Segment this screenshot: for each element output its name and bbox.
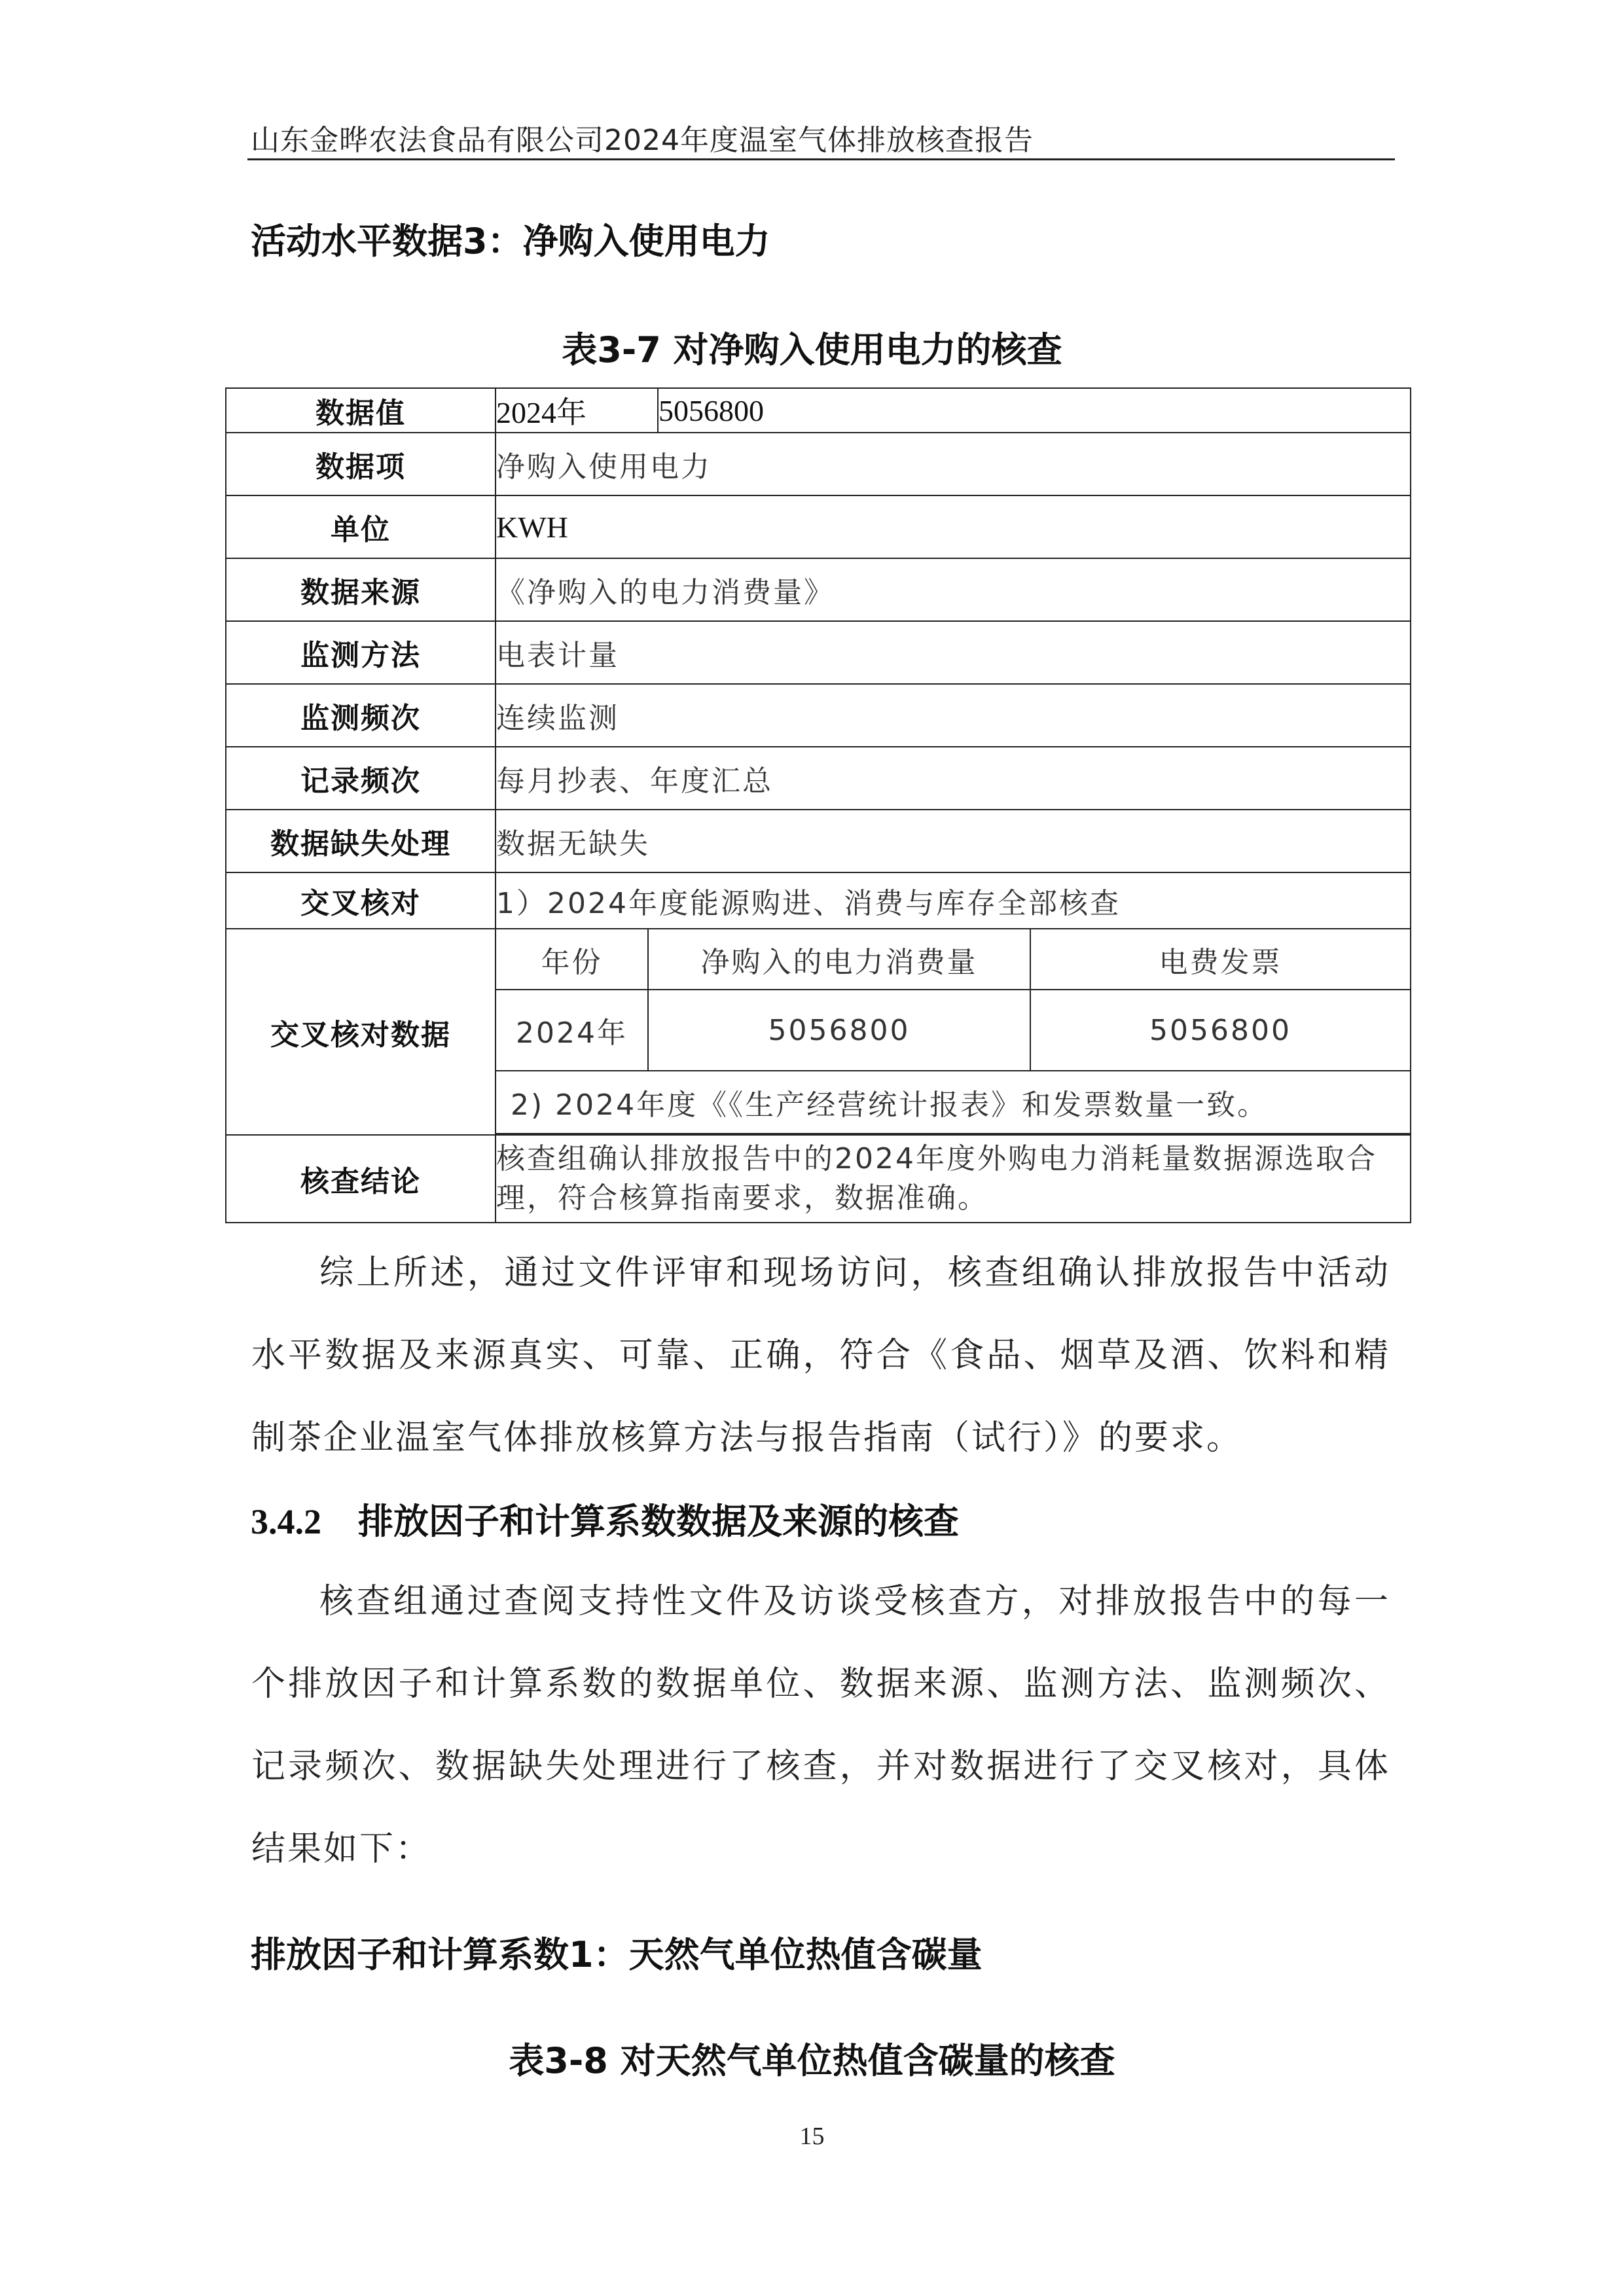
- row-label: 记录频次: [226, 747, 496, 810]
- table-row: [226, 810, 1411, 872]
- table-3-8-caption: 表3-8 对天然气单位热值含碳量的核查: [509, 2040, 1115, 2081]
- cell-value: 1）2024年度能源购进、消费与库存全部核查: [496, 872, 1411, 929]
- subtable-cell: 5056800: [1030, 990, 1410, 1071]
- cell-value: 连续监测: [496, 684, 1411, 747]
- cell-year: 2024年: [496, 388, 658, 433]
- table-row: [226, 495, 1411, 558]
- table-row: [226, 747, 1411, 810]
- page-number: 15: [799, 2123, 825, 2150]
- subtable-cell: 5056800: [648, 990, 1030, 1071]
- cell-value: 核查组确认排放报告中的2024年度外购电力消耗量数据源选取合理，符合核算指南要求，数据准确。: [496, 1135, 1411, 1223]
- table-row: [226, 929, 1411, 1135]
- table-row: [226, 684, 1411, 747]
- row-label: 交叉核对: [226, 872, 496, 929]
- cell-value: 数据无缺失: [496, 810, 1411, 872]
- row-label: 核查结论: [226, 1135, 496, 1223]
- cell-value: 电表计量: [496, 621, 1411, 684]
- subtable-note: 2) 2024年度《《生产经营统计报表》和发票数量一致。: [496, 1071, 1410, 1134]
- section-heading-factor-1: 排放因子和计算系数1：天然气单位热值含碳量: [251, 1934, 983, 1975]
- subtable-row: [496, 990, 1410, 1071]
- row-label: 交叉核对数据: [226, 929, 496, 1135]
- subtable-note-row: [496, 1071, 1410, 1134]
- cross-check-subtable-cell: [496, 929, 1411, 1135]
- subtable-header-row: [496, 929, 1410, 990]
- cell-value: KWH: [496, 495, 1411, 558]
- row-label: 监测方法: [226, 621, 496, 684]
- section-title: 排放因子和计算系数数据及来源的核查: [358, 1501, 959, 1542]
- table-row: [226, 433, 1411, 495]
- row-label: 数据项: [226, 433, 496, 495]
- subtable-header: 年份: [496, 929, 648, 990]
- table-3-7: [225, 387, 1411, 1223]
- cell-value: 《净购入的电力消费量》: [496, 558, 1411, 621]
- table-3-7-caption: 表3-7 对净购入使用电力的核查: [562, 329, 1062, 370]
- subtable-header: 电费发票: [1030, 929, 1410, 990]
- table-row: [226, 872, 1411, 929]
- running-header: 山东金晔农法食品有限公司2024年度温室气体排放核查报告: [251, 124, 1034, 157]
- cell-value: 5056800: [658, 388, 1411, 433]
- table-row: [226, 558, 1411, 621]
- section-number: 3.4.2: [251, 1502, 321, 1541]
- subtable-cell: 2024年: [496, 990, 648, 1071]
- header-rule: [247, 158, 1395, 160]
- row-label: 数据缺失处理: [226, 810, 496, 872]
- row-label: 数据值: [226, 388, 496, 433]
- cross-check-subtable: [496, 929, 1410, 1134]
- cell-value: 净购入使用电力: [496, 433, 1411, 495]
- cell-value: 每月抄表、年度汇总: [496, 747, 1411, 810]
- subtable-header: 净购入的电力消费量: [648, 929, 1030, 990]
- factor-paragraph: 核查组通过查阅支持性文件及访谈受核查方，对排放报告中的每一个排放因子和计算系数的数据单位、数据来源、监测方法、监测频次、记录频次、数据缺失处理进行了核查，并对数据进行了交叉核对，具体结果如下：: [251, 1582, 1390, 1869]
- summary-paragraph: 综上所述，通过文件评审和现场访问，核查组确认排放报告中活动水平数据及来源真实、可靠、正确，符合《食品、烟草及酒、饮料和精制茶企业温室气体排放核算方法与报告指南（试行）》的要求。: [251, 1253, 1390, 1458]
- row-label: 监测频次: [226, 684, 496, 747]
- table-row: [226, 1135, 1411, 1223]
- table-row: [226, 388, 1411, 433]
- row-label: 数据来源: [226, 558, 496, 621]
- table-row: [226, 621, 1411, 684]
- row-label: 单位: [226, 495, 496, 558]
- section-heading-3-4-2: [251, 1494, 959, 1544]
- section-heading-activity: 活动水平数据3：净购入使用电力: [251, 221, 770, 262]
